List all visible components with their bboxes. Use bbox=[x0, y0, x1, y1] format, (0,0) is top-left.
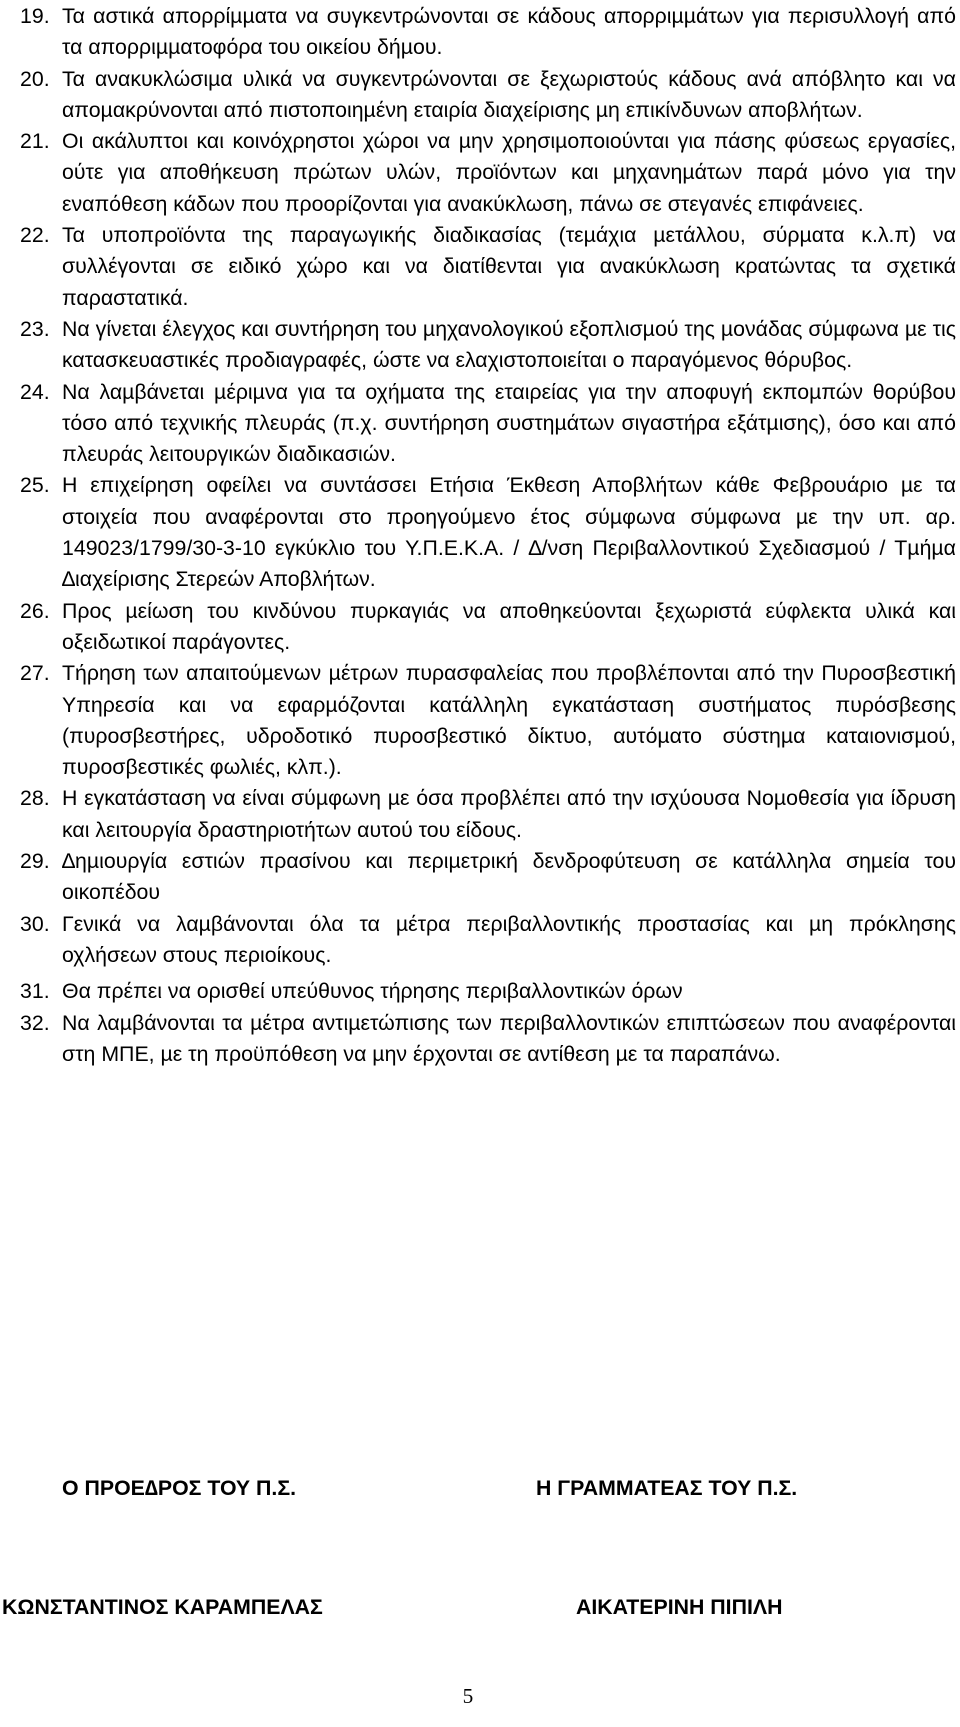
item-number: 24. bbox=[20, 379, 50, 404]
list-item bbox=[20, 976, 956, 1007]
conditions-list bbox=[20, 1, 956, 1070]
item-number: 26. bbox=[20, 598, 50, 623]
item-text: Τα ανακυκλώσιµα υλικά να συγκεντρώνονται σε ξεχωριστούς κάδους ανά απόβλητο και να αποµακρύνονται από πιστοποιηµένη εταιρία διαχείρισης µη επικίνδυνων αποβλήτων. bbox=[62, 66, 956, 122]
item-number: 32. bbox=[20, 1010, 50, 1035]
secretary-title: Η ΓΡΑΜΜΑΤΕΑΣ ΤΟΥ Π.Σ. bbox=[536, 1476, 798, 1500]
item-text: Να λαµβάνονται τα µέτρα αντιµετώπισης των περιβαλλοντικών επιπτώσεων που αναφέρονται στη ΜΠΕ, µε τη προϋπόθεση να µην έρχονται σε αντίθεση µε τα παραπάνω. bbox=[62, 1010, 956, 1066]
item-number: 20. bbox=[20, 66, 50, 91]
page-number: 5 bbox=[462, 1684, 474, 1708]
item-number: 30. bbox=[20, 911, 50, 936]
list-item bbox=[20, 126, 956, 220]
item-text: Γενικά να λαµβάνονται όλα τα µέτρα περιβαλλοντικής προστασίας και µη πρόκλησης οχλήσεων στους περιοίκους. bbox=[62, 911, 956, 967]
list-item bbox=[20, 314, 956, 377]
item-text: Να λαµβάνεται µέριµνα για τα οχήµατα της εταιρείας για την αποφυγή εκποµπών θορύβου τόσο από τεχνικής πλευράς (π.χ. συντήρηση συστηµάτων σιγαστήρα εξάτµισης), όσο και από πλευράς λειτουργικών διαδικασιών. bbox=[62, 379, 956, 467]
item-text: Θα πρέπει να ορισθεί υπεύθυνος τήρησης περιβαλλοντικών όρων bbox=[62, 979, 683, 1004]
list-item bbox=[20, 596, 956, 659]
list-item bbox=[20, 783, 956, 846]
list-item bbox=[20, 658, 956, 783]
item-text: Προς µείωση του κινδύνου πυρκαγιάς να αποθηκεύονται ξεχωριστά εύφλεκτα υλικά και οξειδωτικοί παράγοντες. bbox=[62, 598, 956, 654]
president-title: Ο ΠΡΟΕ∆ΡΟΣ ΤΟΥ Π.Σ. bbox=[62, 1476, 297, 1500]
item-number: 22. bbox=[20, 223, 50, 248]
item-text: Οι ακάλυπτοι και κοινόχρηστοι χώροι να µην χρησιµοποιούνται για πάσης φύσεως εργασίες, ούτε για αποθήκευση πρώτων υλών, προϊόντων και µηχανηµάτων παρά µόνο για την εναπόθεση κάδων που προορίζονται για ανακύκλωση, πάνω σε στεγανές επιφάνειες. bbox=[62, 129, 956, 216]
item-number: 28. bbox=[20, 786, 50, 811]
list-item bbox=[20, 909, 956, 972]
list-item bbox=[20, 377, 956, 471]
list-item bbox=[20, 1008, 956, 1071]
list-item bbox=[20, 846, 956, 909]
item-text: Η εγκατάσταση να είναι σύµφωνη µε όσα προβλέπει από την ισχύουσα Νοµοθεσία για ίδρυση και λειτουργία δραστηριοτήτων αυτού του είδους. bbox=[62, 786, 956, 842]
item-number: 21. bbox=[20, 129, 50, 154]
item-text: ∆ηµιουργία εστιών πρασίνου και περιµετρική δενδροφύτευση σε κατάλληλα σηµεία του οικοπέδου bbox=[62, 849, 956, 905]
item-number: 27. bbox=[20, 661, 50, 686]
item-text: Τήρηση των απαιτούµενων µέτρων πυρασφαλείας που προβλέπονται από την Πυροσβεστική Υπηρεσία και να εφαρµόζονται κατάλληλη εγκατάσταση συστήµατος πυρόσβεσης (πυροσβεστήρες, υδροδοτικό πυροσβεστικό δίκτυο, αυτόµατο σύστηµα καταιονισµού, πυροσβεστικές φωλιές, κλπ.). bbox=[62, 661, 956, 780]
list-item bbox=[20, 64, 956, 127]
list-item bbox=[20, 220, 956, 314]
item-number: 29. bbox=[20, 849, 50, 874]
list-item bbox=[20, 470, 956, 595]
item-number: 25. bbox=[20, 473, 50, 498]
item-number: 23. bbox=[20, 316, 50, 341]
item-text: Να γίνεται έλεγχος και συντήρηση του µηχανολογικού εξοπλισµού της µονάδας σύµφωνα µε τις κατασκευαστικές προδιαγραφές, ώστε να ελαχιστοποιείται ο παραγόµενος θόρυβος. bbox=[62, 316, 956, 373]
list-item bbox=[20, 1, 956, 64]
item-number: 19. bbox=[20, 4, 50, 28]
item-text: Τα υποπροϊόντα της παραγωγικής διαδικασίας (τεµάχια µετάλλου, σύρµατα κ.λ.π) να συλλέγονται σε ειδικό χώρο και να διατίθενται για ανακύκλωση κρατώντας τα σχετικά παραστατικά. bbox=[62, 223, 956, 310]
secretary-name: ΑΙΚΑΤΕΡΙΝΗ ΠΙΠΙΛΗ bbox=[576, 1595, 783, 1619]
president-name: ΚΩΝΣΤΑΝΤΙΝΟΣ ΚΑΡΑΜΠΕΛΑΣ bbox=[2, 1595, 323, 1619]
item-number: 31. bbox=[20, 979, 50, 1004]
item-text: Η επιχείρηση οφείλει να συντάσσει Ετήσια Έκθεση Αποβλήτων κάθε Φεβρουάριο µε τα στοιχεία που αναφέρονται στο προηγούµενο έτος σύµφωνα σύµφωνα µε την υπ. αρ. 149023/1799/30-3-10 εγκύκλιο του Υ.Π.Ε.Κ.Α. / ∆/νση Περιβαλλοντικού Σχεδιασµού / Τµήµα ∆ιαχείρισης Στερεών Αποβλήτων. bbox=[62, 473, 956, 592]
item-text: Τα αστικά απορρίµµατα να συγκεντρώνονται σε κάδους απορριµµάτων για περισυλλογή από τα απορριµµατοφόρα του οικείου δήµου. bbox=[62, 4, 956, 60]
